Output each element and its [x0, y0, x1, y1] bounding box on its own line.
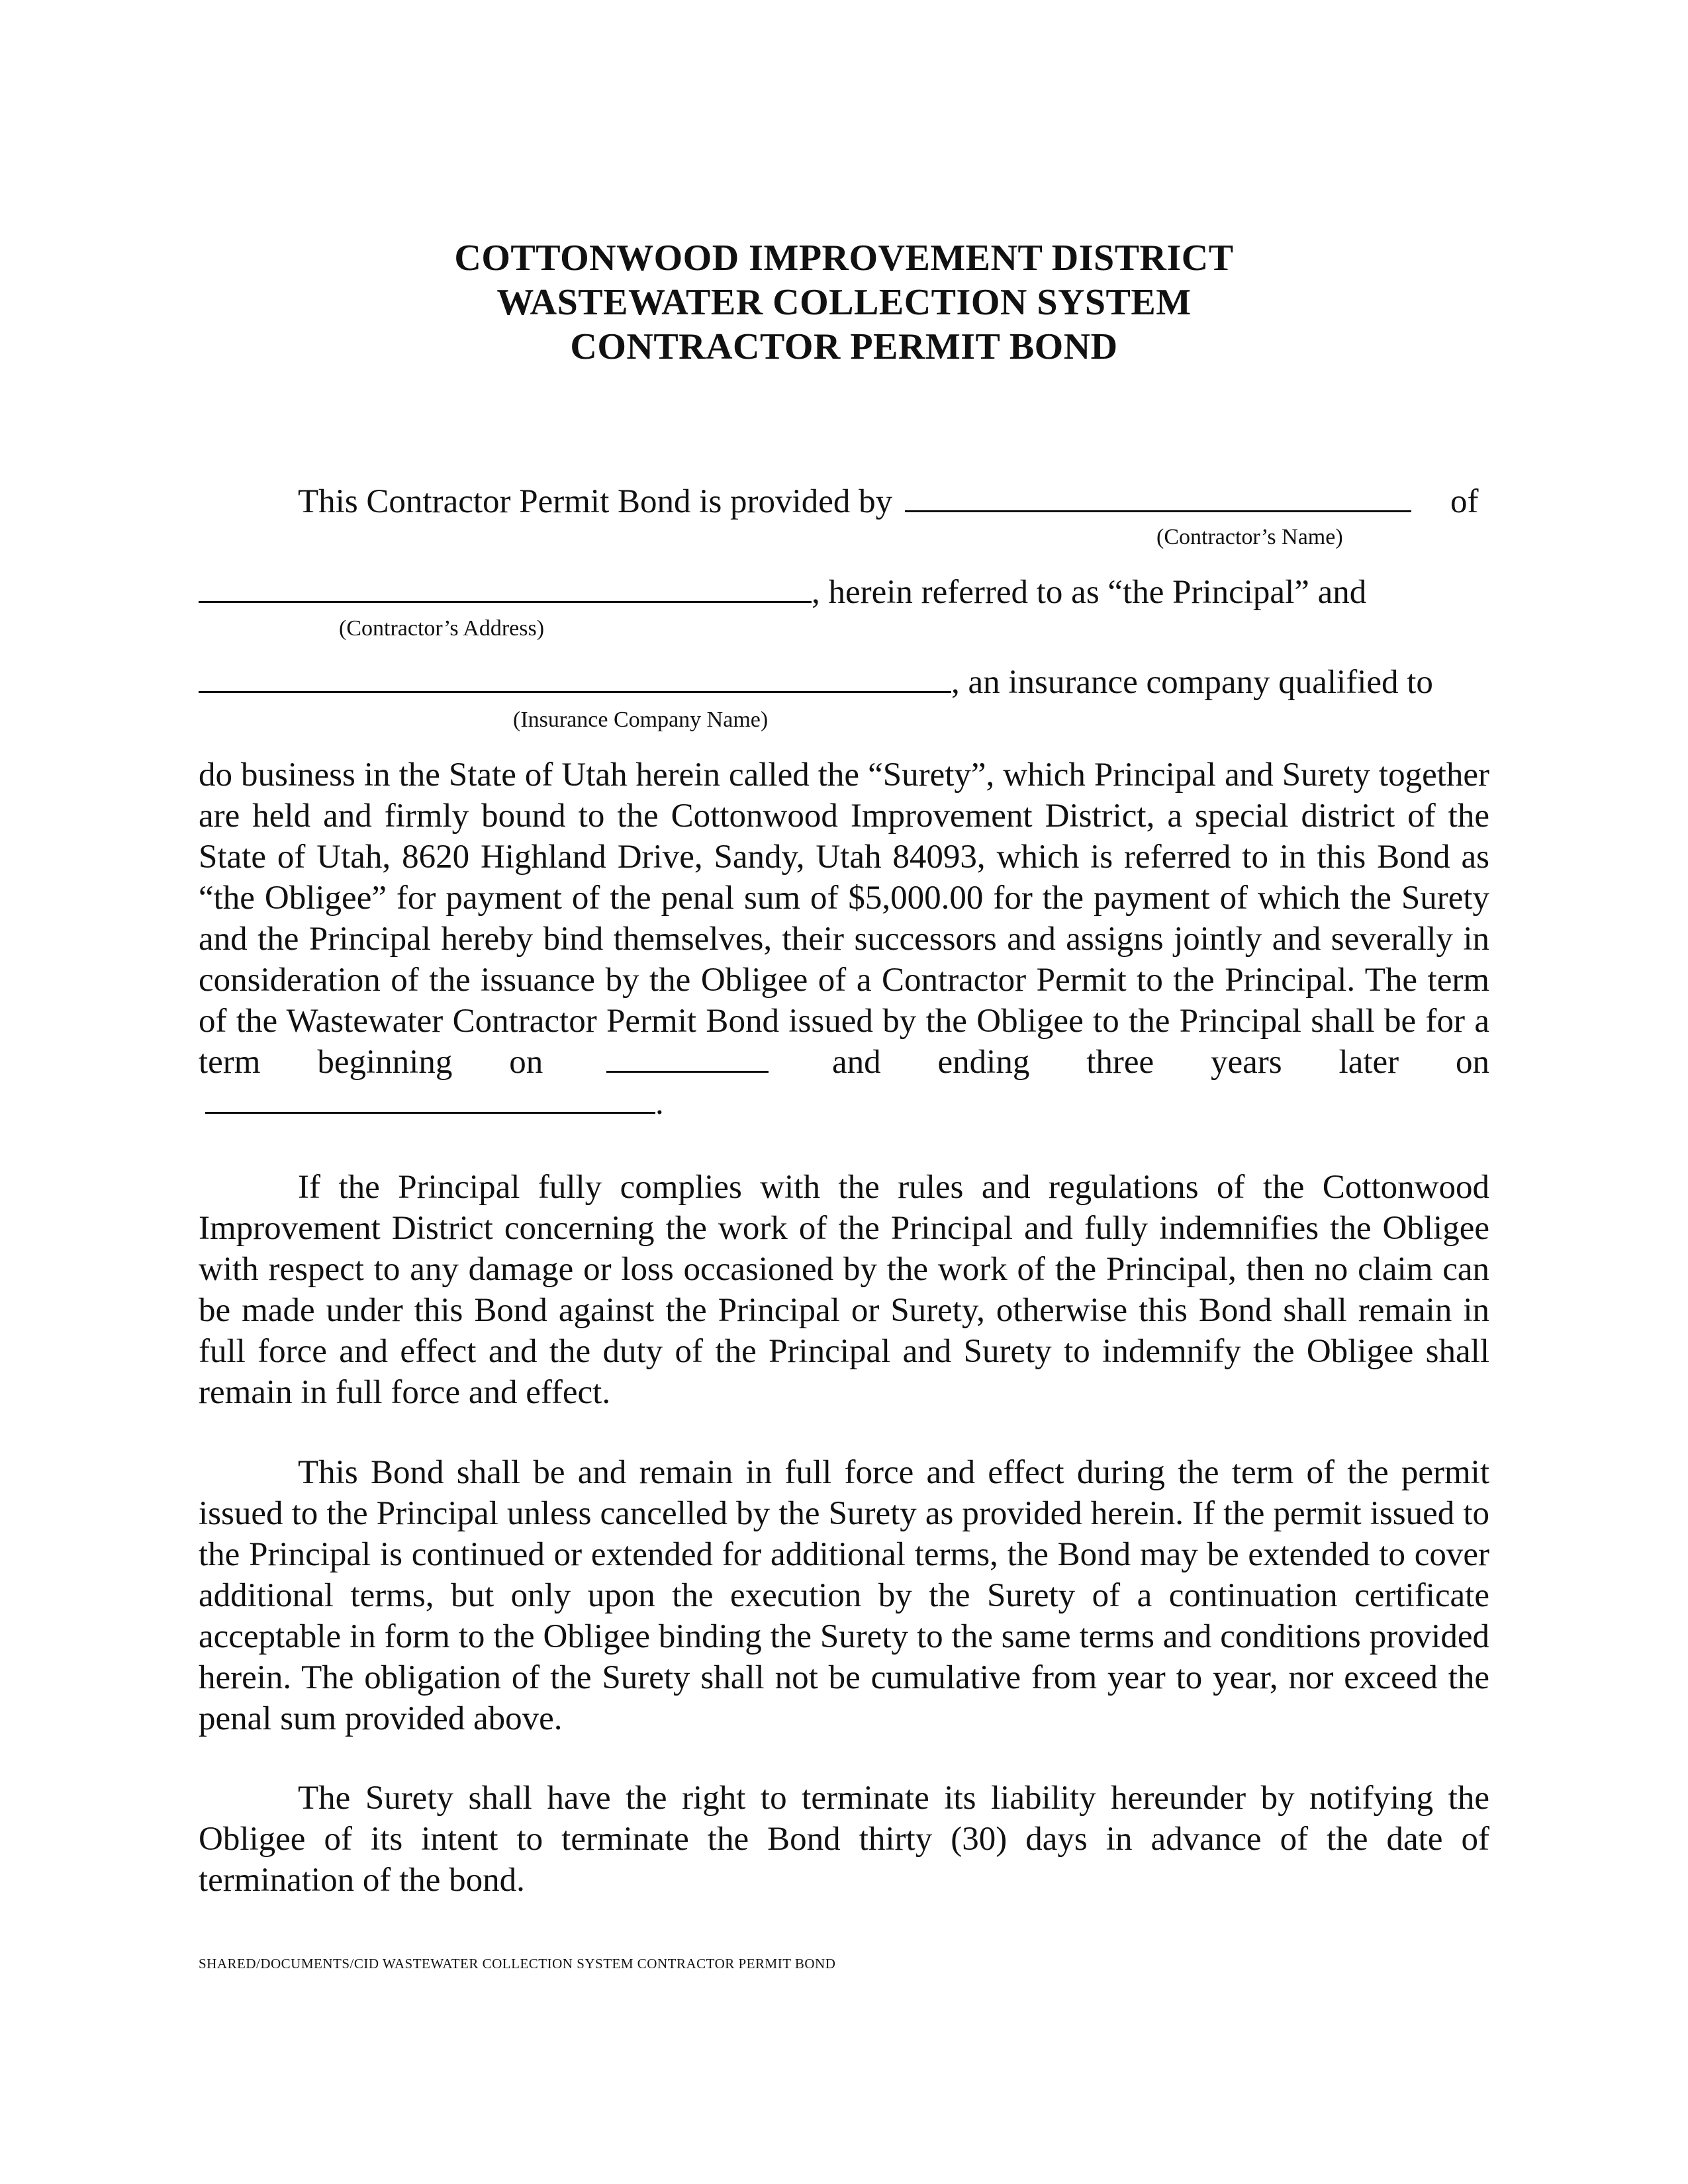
- paragraph-compliance-text: If the Principal fully complies with the rules and regulations of the Cottonwood Improvement District concerning the work of the Principal and fully indemnifies the Obligee with respect to any damage or loss occasioned by the work of the Principal, then no claim can be made under this Bond against the Principal or Surety, otherwise this Bond shall remain in full force and effect and the duty of the Principal and Surety to indemnify the Obligee shall remain in full force and effect.: [199, 1169, 1489, 1411]
- paragraph-compliance: [199, 1167, 1489, 1413]
- period-text: .: [655, 1085, 664, 1122]
- and-text: and: [832, 1044, 881, 1081]
- paragraph-obligation-text: do business in the State of Utah herein called the “Surety”, which Principal and Surety together are held and firmly bound to the Cottonwood Improvement District, a special district of the State of Utah, 8620 Highland Drive, Sandy, Utah 84093, which is referred to in this Bond as “the Obligee” for payment of the penal sum of $5,000.00 for the payment of which the Surety and the Principal hereby bind themselves, their successors and assigns jointly and severally in consideration of the issuance by the Obligee of a Contractor Permit to the Principal. The term of the Wastewater Contractor Permit Bond issued by the Obligee to the Principal shall be for a term beginning on: [199, 756, 1489, 1081]
- paragraph-obligation: [199, 754, 1489, 1124]
- intro-line-insurance: [199, 662, 1433, 703]
- title-bond: CONTRACTOR PERMIT BOND: [570, 326, 1118, 367]
- insurance-text: , an insurance company qualified to: [951, 664, 1433, 701]
- intro-line-provided-by: [298, 481, 1411, 522]
- paragraph-termination-text: The Surety shall have the right to terminate its liability hereunder by notifying the Obligee of its intent to terminate the Bond thirty (30) days in advance of the date of termination of the bond.: [199, 1780, 1489, 1899]
- contractor-name-field[interactable]: [905, 482, 1411, 512]
- paragraph-termination: [199, 1778, 1489, 1901]
- term-start-date-field[interactable]: [606, 1043, 769, 1073]
- contractor-address-field[interactable]: [199, 573, 812, 603]
- contractor-name-caption: (Contractor’s Name): [1156, 525, 1343, 549]
- title-system: WASTEWATER COLLECTION SYSTEM: [496, 282, 1192, 323]
- term-end-date-field[interactable]: [205, 1084, 655, 1114]
- insurance-company-field[interactable]: [199, 663, 951, 693]
- insurance-company-caption: (Insurance Company Name): [513, 707, 769, 732]
- paragraph-term: [199, 1452, 1489, 1739]
- paragraph-term-text: This Bond shall be and remain in full force and effect during the term of the permit issued to the Principal unless cancelled by the Surety as provided herein. If the permit issued to the Principal is continued or extended for additional terms, the Bond may be extended to cover additional terms, but only upon the execution by the Surety of a continuation certificate acceptable in form to the Obligee binding the Surety to the same terms and conditions provided herein. The obligation of the Surety shall not be cumulative from year to year, nor exceed the penal sum provided above.: [199, 1454, 1489, 1737]
- intro-line-principal: [199, 572, 1366, 613]
- ending-text: ending three years later on: [937, 1044, 1490, 1081]
- footer-file-path: SHARED/DOCUMENTS/CID WASTEWATER COLLECTION SYSTEM CONTRACTOR PERMIT BOND: [199, 1956, 836, 1972]
- title-district: COTTONWOOD IMPROVEMENT DISTRICT: [454, 238, 1234, 279]
- principal-text: , herein referred to as “the Principal” and: [812, 574, 1367, 611]
- of-text: of: [1450, 483, 1479, 520]
- provided-by-text: This Contractor Permit Bond is provided by: [298, 483, 893, 520]
- contractor-address-caption: (Contractor’s Address): [339, 616, 545, 641]
